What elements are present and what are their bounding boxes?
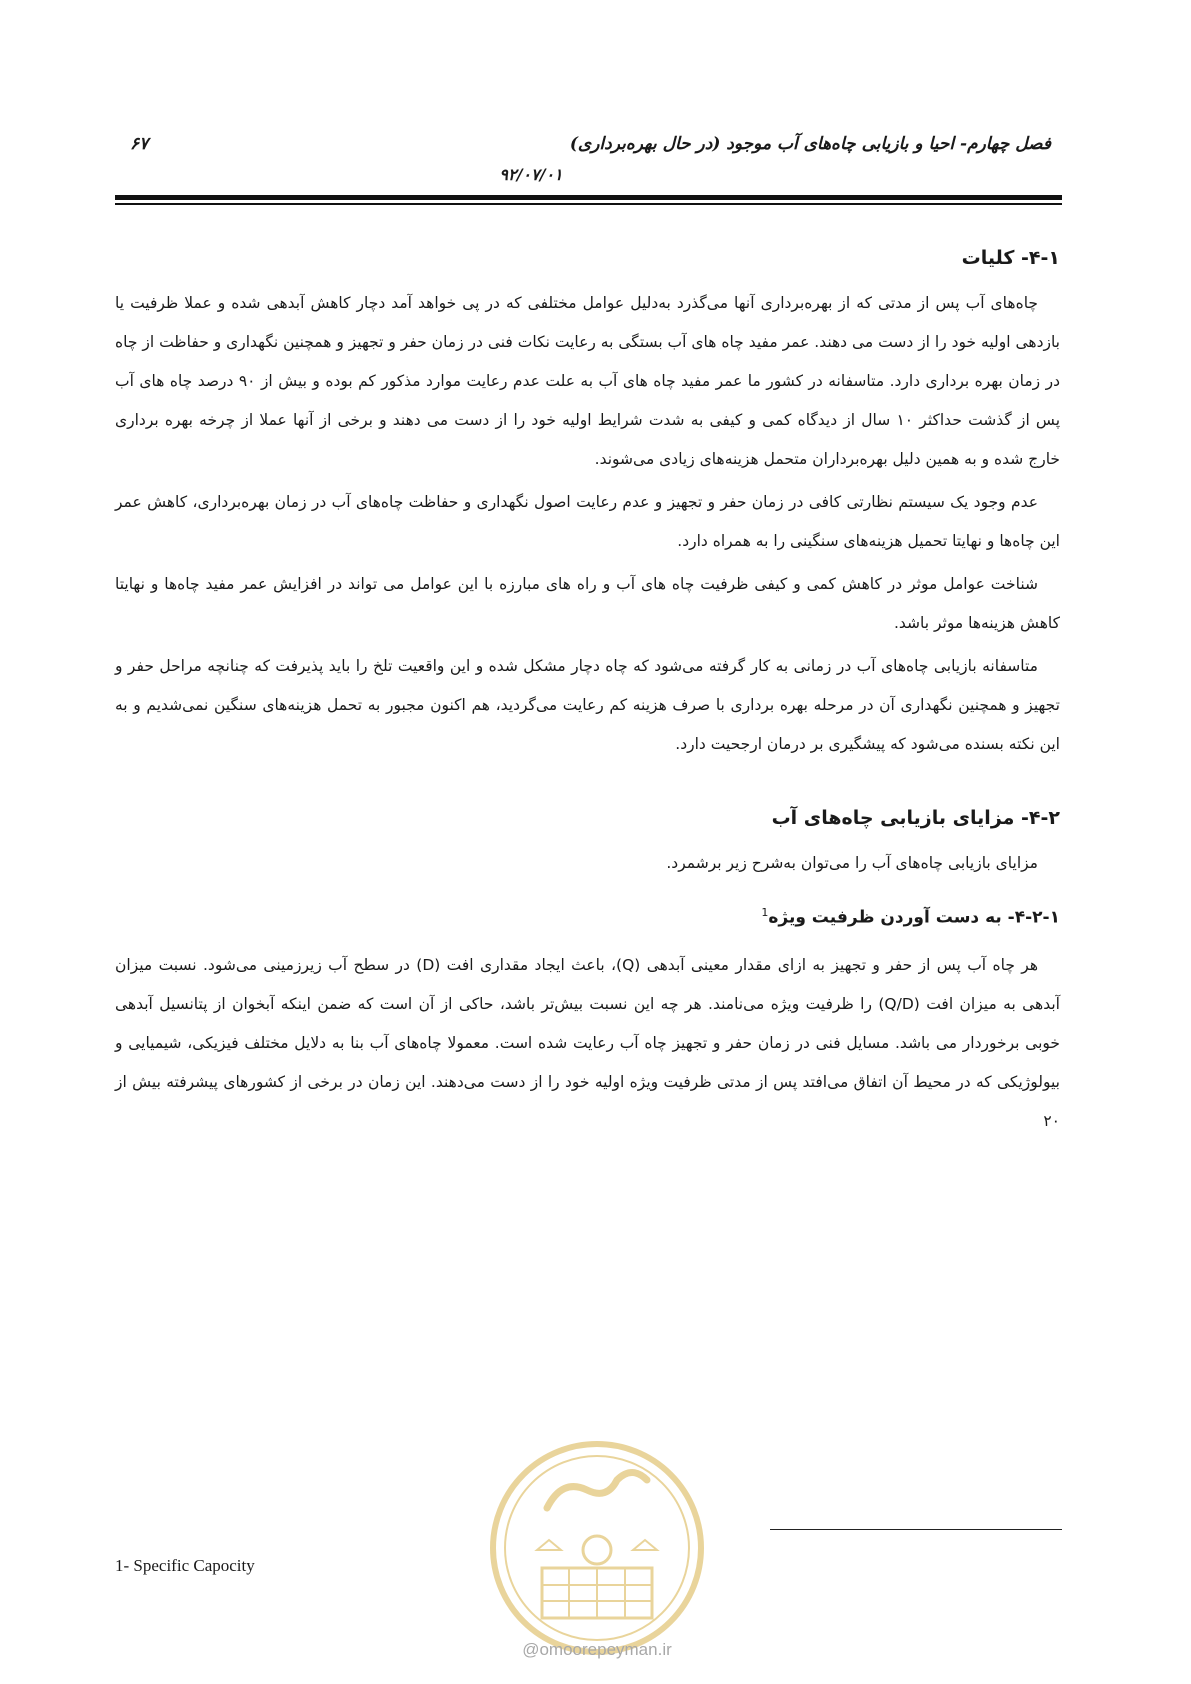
footnote: 1- Specific Capocity bbox=[115, 1556, 255, 1575]
paragraph: هر چاه آب پس از حفر و تجهیز به ازای مقدار معینی آبدهی (Q)، باعث ایجاد مقداری افت (D) در سطح آب زیرزمینی می‌شود. نسبت میزان آبدهی به میزان افت (Q/D) را ظرفیت ویژه می‌نامند. هر چه این نسبت بیش‌تر باشد، حاکی از آن است که ضمن اینکه آبخوان از پتانسیل آبدهی خوبی برخوردار می باشد. مسایل فنی در زمان حفر و تجهیز چاه آب رعایت شده است. معمولا چاه‌های آب بنا به دلایل مختلف فیزیکی، شیمیایی و بیولوژیکی که در محیط آن اتفاق می‌افتد پس از مدتی ظرفیت ویژه اولیه خود را از دست می‌دهند. این زمان در برخی از کشورهای پیشرفته بیش از ۲۰ bbox=[115, 955, 1060, 1130]
body-content bbox=[115, 222, 1060, 1141]
paragraph: چاه‌های آب پس از مدتی که از بهره‌برداری آنها می‌گذرد به‌دلیل عوامل مختلفی که در پی خواهد آمد دچار کاهش آبدهی شده و عملا ظرفیت یا بازدهی اولیه خود را از دست می دهند. عمر مفید چاه های آب بستگی به رعایت نکات فنی در زمان حفر و تجهیز و همچنین نگهداری و حفاظت از چاه در زمان بهره برداری دارد. متاسفانه در کشور ما عمر مفید چاه های آب به علت عدم رعایت موارد مذکور کم بوده و بیش از ۹۰ درصد چاه های آب پس از گذشت حداکثر ۱۰ سال از دیدگاه کمی و کیفی به شدت شرایط اولیه خود را از دست می دهند و برخی از آنها عملا از چرخه بهره برداری خارج شده و به همین دلیل بهره‌برداران متحمل هزینه‌های زیادی می‌شوند. bbox=[115, 294, 1061, 468]
footnote-marker[interactable]: 1 bbox=[761, 906, 769, 919]
subsection-heading-specific-capacity bbox=[115, 893, 1060, 938]
paragraph: عدم وجود یک سیستم نظارتی کافی در زمان حفر و تجهیز و عدم رعایت اصول نگهداری و حفاظت چاه‌های آب در زمان بهره‌برداری، کاهش عمر این چاه‌ها و نهایتا تحمیل هزینه‌های سنگینی را به همراه دارد. bbox=[115, 493, 1060, 550]
running-title: فصل چهارم- احیا و بازیابی چاه‌های آب موجود (در حال بهره‌برداری) bbox=[569, 134, 1051, 154]
page-number: ۶۷ bbox=[130, 134, 149, 154]
header-rule-thick bbox=[115, 195, 1062, 200]
paragraph: مزایای بازیابی چاه‌های آب را می‌توان به‌شرح زیر برشمرد. bbox=[666, 854, 1038, 872]
section-heading-benefits: ۴-۲- مزایای بازیابی چاه‌های آب bbox=[771, 807, 1060, 829]
version-code: ۹۲/۰۷/۰۱ bbox=[499, 165, 563, 184]
watermark-site[interactable]: @omoorepeyman.ir bbox=[522, 1640, 672, 1659]
section-heading-general: ۴-۱- کلیات bbox=[961, 247, 1060, 269]
footnote-rule bbox=[770, 1529, 1062, 1530]
header-rule-thin bbox=[115, 203, 1062, 205]
paragraph: شناخت عوامل موثر در کاهش کمی و کیفی ظرفیت چاه های آب و راه های مبارزه با این عوامل می تواند در افزایش عمر مفید چاه‌ها و نهایتا کاهش هزینه‌ها موثر باشد. bbox=[115, 575, 1060, 632]
paragraph: متاسفانه بازیابی چاه‌های آب در زمانی به کار گرفته می‌شود که چاه دچار مشکل شده و این واقعیت تلخ را باید پذیرفت که چنانچه مراحل حفر و تجهیز و همچنین نگهداری آن در مرحله بهره برداری با صرف هزینه کم رعایت می‌گردید، هم اکنون مجبور به تحمل هزینه‌های سنگین نمی‌شدیم و به این نکته بسنده می‌شود که پیشگیری بر درمان ارجحیت دارد. bbox=[115, 657, 1060, 753]
subsection-heading-text: ۴-۲-۱- به دست آوردن ظرفیت ویژه bbox=[768, 907, 1060, 928]
watermark-logo bbox=[487, 1438, 707, 1658]
